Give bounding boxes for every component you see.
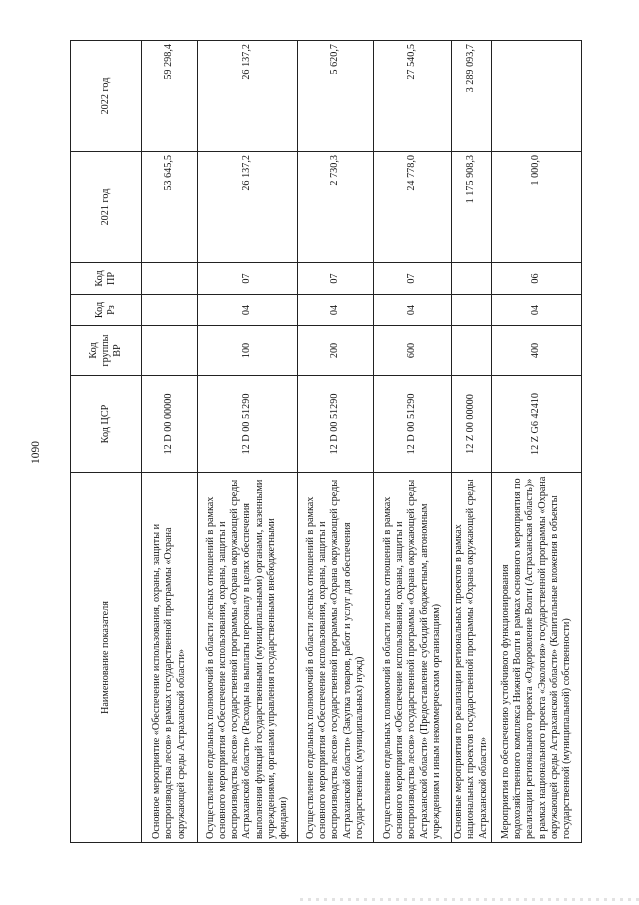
header-pr: Код ПР [71,263,142,295]
table-row [198,41,298,843]
header-vr: Код группы ВР [71,326,142,376]
row-2022: 59 298,4 [142,41,198,152]
row-name: Основные мероприятия по реализации региональных проектов в рамках национальных проектов государственной программы «Охрана окружающей среды Астраханской области» [452,473,492,843]
row-pr [142,263,198,295]
row-rz [452,295,492,326]
scan-artifact [300,898,639,901]
table-header-row [71,41,142,843]
row-vr: 100 [198,326,298,376]
row-name: Основное мероприятие «Обеспечение использования, охраны, защиты и воспроизводства лесов» в рамках государственной программы «Охрана окружающей среды Астраханской области» [142,473,198,843]
row-2021: 1 175 908,3 [452,152,492,263]
row-2022 [492,41,582,152]
row-rz: 04 [298,295,374,326]
header-rz: Код Рз [71,295,142,326]
row-2021: 26 137,2 [198,152,298,263]
row-2022: 27 540,5 [374,41,452,152]
row-vr [142,326,198,376]
row-pr: 07 [374,263,452,295]
header-2021: 2021 год [71,152,142,263]
row-2022: 3 289 093,7 [452,41,492,152]
row-pr: 06 [492,263,582,295]
row-rz [142,295,198,326]
row-2022: 5 620,7 [298,41,374,152]
row-csr: 12 D 00 00000 [142,376,198,473]
page-number: 1090 [30,441,42,464]
header-csr: Код ЦСР [71,376,142,473]
row-name: Осуществление отдельных полномочий в области лесных отношений в рамках основного мероприятия «Обеспечение использования, охраны, защиты и воспроизводства лесов» государственной программы «Охрана окружающей среды Астраханской области» (Предоставление субсидий бюджетным, автономным учреждениям и иным некоммерческим организациям) [374,473,452,843]
row-csr: 12 D 00 51290 [198,376,298,473]
row-rz: 04 [374,295,452,326]
row-2021: 2 730,3 [298,152,374,263]
row-2021: 24 778,0 [374,152,452,263]
row-name: Осуществление отдельных полномочий в области лесных отношений в рамках основного мероприятия «Обеспечение использования, охраны, защиты и воспроизводства лесов» государственной программы «Охрана окружающей среды Астраханской области» (Расходы на выплаты персоналу в целях обеспечения выполнения функций государственными (муниципальными) органами, казенными учреждениями, органами управления государственными внебюджетными фондами) [198,473,298,843]
table-row [374,41,452,843]
budget-table [70,40,582,843]
row-csr: 12 D 00 51290 [298,376,374,473]
table-row [492,41,582,843]
row-2021: 53 645,5 [142,152,198,263]
row-pr: 07 [198,263,298,295]
table-row [298,41,374,843]
row-pr [452,263,492,295]
row-rz: 04 [198,295,298,326]
row-csr: 12 Z 00 00000 [452,376,492,473]
table-row [452,41,492,843]
row-name: Осуществление отдельных полномочий в области лесных отношений в рамках основного мероприятия «Обеспечение использования, охраны, защиты и воспроизводства лесов» государственной программы «Охрана окружающей среды Астраханской области» (Закупка товаров, работ и услуг для обеспечения государственных (муниципальных) нужд) [298,473,374,843]
row-2022: 26 137,2 [198,41,298,152]
header-2022: 2022 год [71,41,142,152]
row-vr: 200 [298,326,374,376]
header-name: Наименование показателя [71,473,142,843]
row-csr: 12 D 00 51290 [374,376,452,473]
row-pr: 07 [298,263,374,295]
row-rz: 04 [492,295,582,326]
row-name: Мероприятия по обеспечению устойчивого функционирования водохозяйственного комплекса Нижней Волги в рамках основного мероприятия по реализации регионального проекта «Оздоровление Волги (Астраханская область)» в рамках национального проекта «Экология» государственной программы «Охрана окружающей среды Астраханской области» (Капитальные вложения в объекты государственной (муниципальной) собственности) [492,473,582,843]
table-row [142,41,198,843]
row-csr: 12 Z G6 42410 [492,376,582,473]
row-2021: 1 000,0 [492,152,582,263]
row-vr [452,326,492,376]
row-vr: 600 [374,326,452,376]
row-vr: 400 [492,326,582,376]
